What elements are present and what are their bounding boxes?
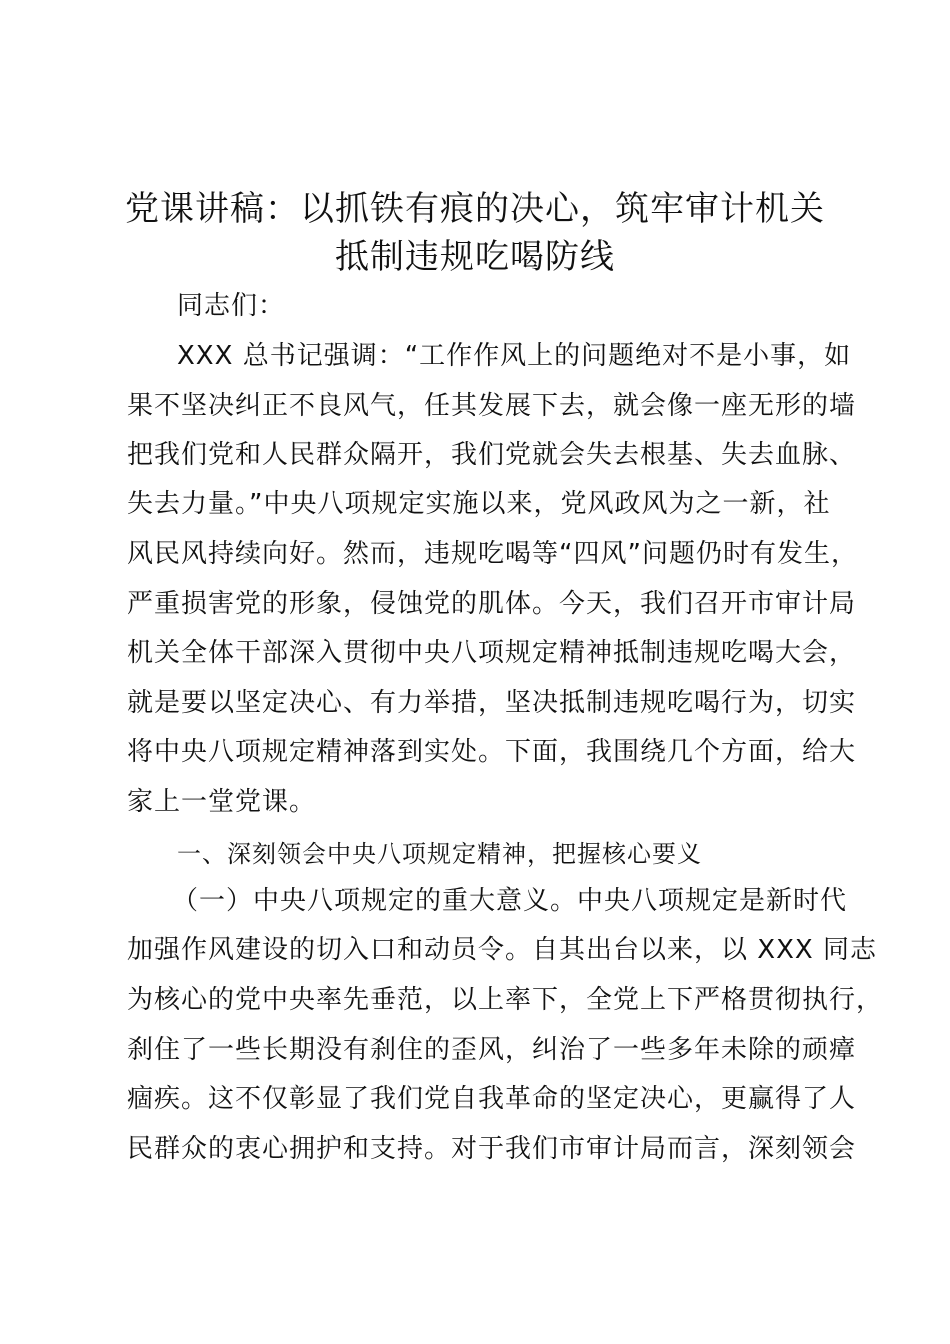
paragraph-1-line: 把我们党和人民群众隔开，我们党就会失去根基、失去血脉、 xyxy=(127,440,857,470)
paragraph-1-line: 家上一堂党课。 xyxy=(127,787,317,817)
paragraph-1-line: 风民风持续向好。然而，违规吃喝等“四风”问题仍时有发生， xyxy=(127,539,858,569)
paragraph-1-line: XXX 总书记强调：“工作作风上的问题绝对不是小事，如 xyxy=(177,341,852,371)
salutation: 同志们： xyxy=(177,291,286,321)
paragraph-1-line: 就是要以坚定决心、有力举措，坚决抵制违规吃喝行为，切实 xyxy=(127,688,857,718)
paragraph-2-line: 为核心的党中央率先垂范，以上率下，全党上下严格贯彻执行， xyxy=(127,985,884,1015)
section-heading: 一、深刻领会中央八项规定精神，把握核心要义 xyxy=(177,840,702,868)
paragraph-1-line: 失去力量。”中央八项规定实施以来，党风政风为之一新，社 xyxy=(127,489,831,519)
document-title-line-1: 党课讲稿：以抓铁有痕的决心，筑牢审计机关 xyxy=(125,189,825,229)
paragraph-1-line: 将中央八项规定精神落到实处。下面，我围绕几个方面，给大 xyxy=(127,737,857,767)
paragraph-2-line: 刹住了一些长期没有刹住的歪风，纠治了一些多年未除的顽瘴 xyxy=(127,1035,857,1065)
paragraph-2-line: 民群众的衷心拥护和支持。对于我们市审计局而言，深刻领会 xyxy=(127,1134,857,1164)
paragraph-1-line: 果不坚决纠正不良风气，任其发展下去，就会像一座无形的墙 xyxy=(127,391,857,421)
document-title-line-2: 抵制违规吃喝防线 xyxy=(335,237,615,277)
paragraph-2-line: （一）中央八项规定的重大意义。中央八项规定是新时代 xyxy=(172,886,848,916)
paragraph-2-line: 加强作风建设的切入口和动员令。自其出台以来，以 XXX 同志 xyxy=(127,935,877,965)
paragraph-2-line: 痼疾。这不仅彰显了我们党自我革命的坚定决心，更赢得了人 xyxy=(127,1084,857,1114)
paragraph-1-line: 严重损害党的形象，侵蚀党的肌体。今天，我们召开市审计局 xyxy=(127,589,857,619)
paragraph-1-line: 机关全体干部深入贯彻中央八项规定精神抵制违规吃喝大会， xyxy=(127,638,857,668)
